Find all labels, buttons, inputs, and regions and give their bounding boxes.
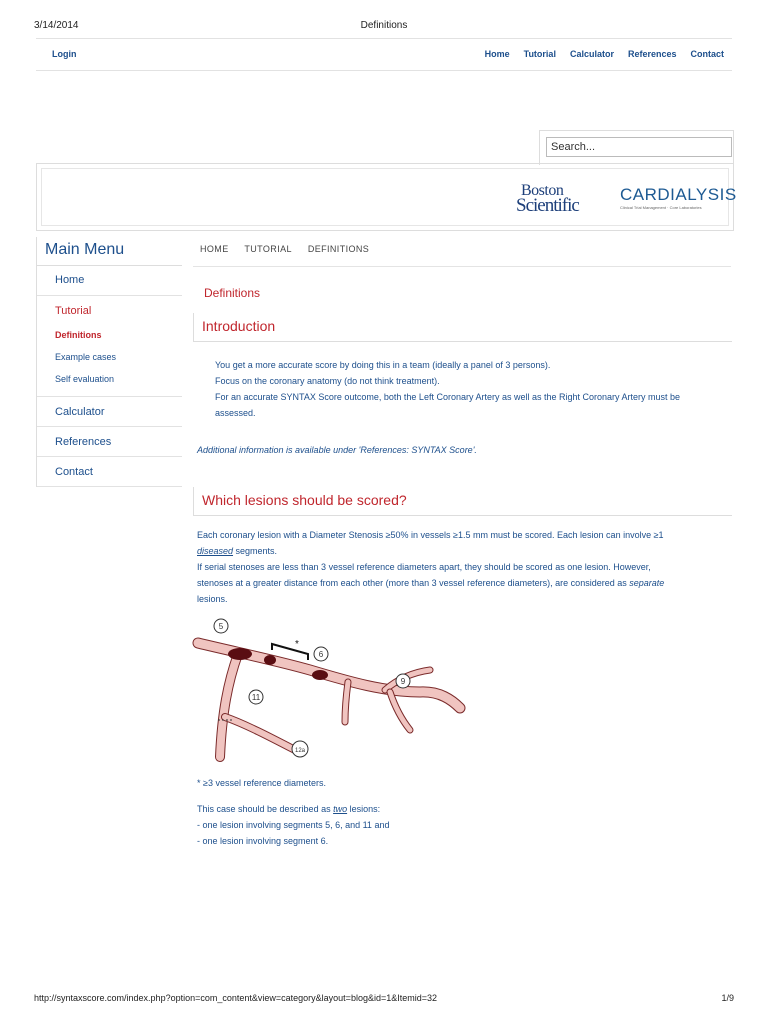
- two-emphasis: two: [333, 804, 348, 814]
- vessel-branch-11: [220, 654, 238, 757]
- top-nav-tutorial[interactable]: Tutorial: [523, 49, 556, 59]
- lesion-paragraph-1b: diseased segments.: [197, 546, 278, 556]
- sidebar-item-calculator[interactable]: Calculator: [37, 397, 182, 427]
- page-title: Definitions: [204, 286, 261, 300]
- cardialysis-logo: CARDIALYSIS: [620, 185, 737, 204]
- lesion-segment-6a: [264, 655, 276, 665]
- additional-info: Additional information is available under 'References: SYNTAX Score'.: [197, 445, 477, 455]
- search-input[interactable]: [546, 137, 732, 157]
- sponsor-banner: [36, 163, 737, 231]
- intro-text: [215, 357, 735, 421]
- intro-heading-box: [193, 313, 732, 342]
- case-intro: This case should be described as two lesions:: [197, 804, 381, 814]
- lesion-paragraph-1a: Each coronary lesion with a Diameter Stenosis ≥50% in vessels ≥1.5 mm must be scored. Each lesion can involve ≥1: [197, 530, 664, 540]
- segment-label-6: 6: [318, 650, 324, 659]
- sidebar-item-contact[interactable]: Contact: [37, 457, 182, 487]
- top-nav: [485, 39, 724, 70]
- sidebar-sub-definitions[interactable]: Definitions: [55, 330, 102, 340]
- breadcrumb-divider: [193, 266, 731, 267]
- vessel-branch-diag: [345, 682, 348, 722]
- lesion-heading-box: [193, 487, 732, 516]
- search-module: [539, 130, 734, 165]
- case-description: [197, 801, 717, 849]
- footnote: * ≥3 vessel reference diameters.: [197, 778, 326, 788]
- lesion-paragraph-2c: lesions.: [197, 594, 228, 604]
- intro-paragraph-1: You get a more accurate score by doing this in a team (ideally a panel of 3 persons).: [215, 360, 551, 370]
- print-url: http://syntaxscore.com/index.php?option=com_content&view=category&layout=blog&id=1&Itemid=32: [34, 993, 438, 1003]
- intro-heading: Introduction: [202, 318, 276, 334]
- boston-scientific-logo: Boston Scientific: [516, 182, 579, 216]
- sidebar-item-references[interactable]: References: [37, 427, 182, 457]
- main-menu-title: Main Menu: [36, 237, 182, 266]
- lesion-paragraph-2b: stenoses at a greater distance from each other (more than 3 vessel reference diameters), are considered as separate: [197, 578, 665, 588]
- lesion-segment-6b: [312, 670, 328, 680]
- separate-emphasis: separate: [629, 578, 665, 588]
- segment-label-5: 5: [218, 622, 224, 631]
- top-nav-contact[interactable]: Contact: [690, 49, 724, 59]
- lesion-text: [197, 527, 732, 607]
- diseased-emphasis: diseased: [197, 546, 234, 556]
- vessel-branch-distal: [390, 692, 410, 730]
- sidebar-sub-self-evaluation[interactable]: Self evaluation: [55, 374, 115, 384]
- segment-label-11: 11: [251, 693, 261, 702]
- segment-label-12a: 12a: [294, 748, 306, 754]
- lesion-paragraph-2a: If serial stenoses are less than 3 vessel reference diameters apart, they should be scored as one lesion. However,: [197, 562, 651, 572]
- lesion-heading: Which lesions should be scored?: [202, 492, 407, 508]
- top-nav-calculator[interactable]: Calculator: [569, 49, 614, 59]
- breadcrumb-home[interactable]: HOME: [200, 244, 229, 254]
- top-nav-home[interactable]: Home: [484, 49, 510, 59]
- coronary-lesion-diagram: [190, 612, 475, 774]
- tutorial-group: [37, 296, 182, 397]
- intro-paragraph-3a: For an accurate SYNTAX Score outcome, both the Left Coronary Artery as well as the Right Coronary Artery must be: [215, 392, 681, 402]
- top-nav-references[interactable]: References: [627, 49, 677, 59]
- intro-paragraph-3b: assessed.: [215, 408, 256, 418]
- breadcrumb-definitions: DEFINITIONS: [307, 244, 370, 254]
- lesion-proximal: [228, 648, 252, 660]
- print-date: 3/14/2014: [34, 20, 79, 31]
- main-menu: [36, 237, 182, 487]
- distance-star: *: [295, 639, 299, 650]
- sidebar-sub-example-cases[interactable]: Example cases: [55, 352, 117, 362]
- breadcrumb: [200, 244, 382, 254]
- intro-paragraph-2: Focus on the coronary anatomy (do not think treatment).: [215, 376, 440, 386]
- login-link[interactable]: Login: [52, 49, 77, 59]
- breadcrumb-tutorial[interactable]: TUTORIAL: [244, 244, 292, 254]
- banner-frame: [41, 168, 737, 226]
- vessel-branch-12a: [225, 717, 295, 750]
- print-page-number: 1/9: [721, 993, 734, 1003]
- case-item-2: - one lesion involving segment 6.: [197, 836, 329, 846]
- print-title: Definitions: [360, 20, 408, 31]
- case-item-1: - one lesion involving segments 5, 6, and 11 and: [197, 820, 390, 830]
- sidebar-item-home[interactable]: Home: [37, 266, 182, 296]
- vessel-tree: [198, 643, 460, 757]
- cardialysis-tagline: Clinical Trial Management · Core Laboratories: [620, 205, 702, 210]
- segment-label-9: 9: [400, 677, 406, 686]
- top-bar: [36, 38, 732, 71]
- sidebar-item-tutorial[interactable]: Tutorial: [55, 305, 92, 317]
- side-menu-list: [36, 266, 182, 487]
